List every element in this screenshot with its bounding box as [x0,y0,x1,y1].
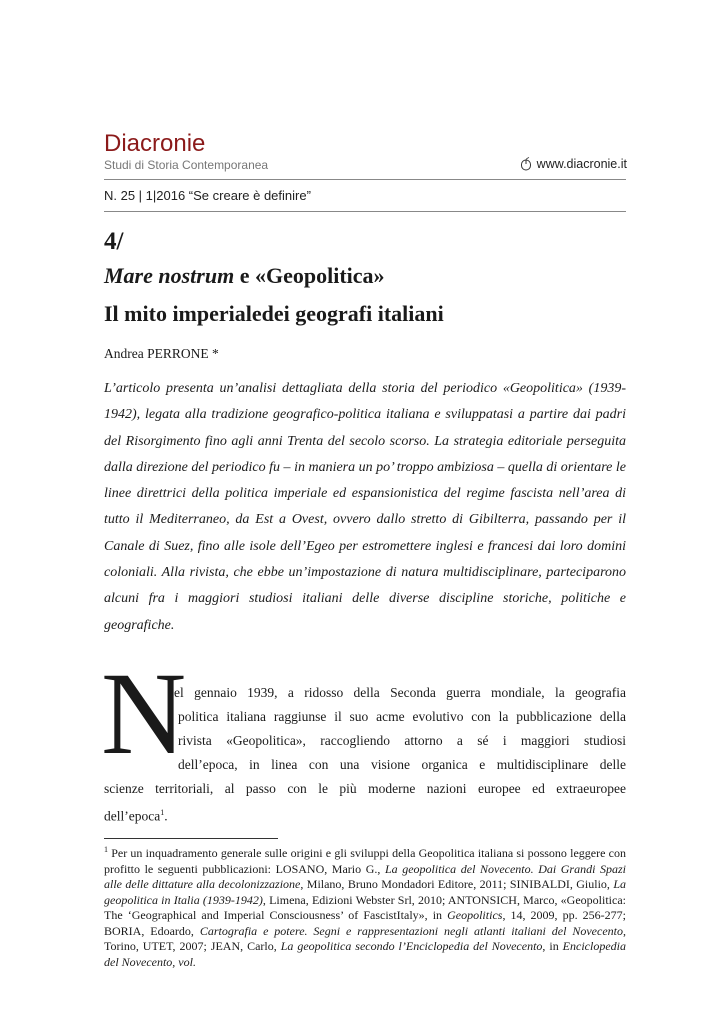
footnote-segment: Geopolitics [447,908,503,922]
author-name: Andrea PERRONE * [104,346,219,361]
footnote [104,842,626,970]
body-line: scienze territoriali, al passo con le più moderne nazioni europee ed extraeuropee [104,781,626,796]
footnote-reference[interactable]: 1 [160,808,165,817]
abstract: L’articolo presenta un’analisi dettagliata della storia del periodico «Geopolitica» (1939-1942), legata alla tradizione geografico-politica italiana e sviluppatasi a partire dai padri del Risorgimento fino agli anni Trenta del secolo scorso. La strategia editoriale perseguita dalla direzione del periodico fu – in maniera un po’ troppo ambiziosa – quella di orientare le linee direttrici della politica imperiale ed espansionistica del regime fascista nell’area di tutto il Mediterraneo, da Est a Ovest, ovvero dallo stretto di Gibilterra, passando per il Canale di Suez, fino alle isole dell’Egeo per estromettere inglesi e francesi dai loro domini coloniali. Alla rivista, che ebbe un’impostazione di natura multidisciplinare, parteciparono alcuni fra i maggiori studiosi italiani delle diverse discipline storiche, politiche e geografiche. [104,381,626,633]
journal-subtitle: Studi di Storia Contemporanea [104,158,269,172]
drop-cap: N [101,648,187,779]
body-line: dell’epoca, in linea con una visione organica e multidisciplinare delle [178,757,626,772]
footnote-segment: , Torino, UTET, 2007; JEAN, Carlo, [104,923,626,953]
footnote-divider [104,838,278,839]
footnote-segment: , Limena, Edizioni Webster Srl, 2010; ANTONSICH, Marco, «Geopolitica: The ‘Geographical and Imperial Consciousness’ of FascistItaly», in [104,892,626,922]
issue-info: N. 25 | 1|2016 “Se creare è definire” [104,188,311,203]
body-line: politica italiana raggiunse il suo acme evolutivo con la pubblicazione della [178,709,626,724]
footnote-segment: , in [542,939,563,953]
issue-divider [104,211,626,212]
article-title-line2: Il mito imperialedei geografi italiani [104,301,444,326]
article-title-line1 [104,263,385,289]
website-link[interactable] [520,157,627,171]
footnote-segment: La geopolitica secondo l’Enciclopedia del Novecento [280,939,543,953]
website-url[interactable]: www.diacronie.it [536,157,627,171]
body-line-text: dell’epoca [104,808,161,824]
header-divider [104,179,626,180]
footnote-segment: , Milano, Bruno Mondadori Editore, 2011; SINIBALDI, Giulio, [300,877,614,891]
footnote-segment: Cartografia e potere. Segni e rappresentazioni negli atlanti italiani del Novecento [199,923,623,938]
footnote-segment: La geopolitica in Italia (1939-1942) [104,877,626,907]
footnote-segment: , 14, 2009, pp. 256-277; BORIA, Edoardo, [104,908,626,938]
footnote-segment: La geopolitica del Novecento. Dai Grandi Spazi alle delle dittature alla decolonizzazione [104,861,627,891]
title-italic-part: Mare nostrum [104,263,235,288]
footnote-mark: 1 [104,845,108,854]
mouse-icon [520,157,532,171]
article-number: 4/ [104,228,124,255]
body-line: el gennaio 1939, a ridosso della Seconda guerra mondiale, la geografia [174,685,626,700]
journal-title: Diacronie [104,130,206,157]
title-rest: e «Geopolitica» [234,263,385,288]
body-line-last: dell’epoca$^1$. [104,808,168,824]
footnote-segment: Per un inquadramento generale sulle origini e gli sviluppi della Geopolitica italiana si possono leggere con profitto le seguenti pubblicazioni: LOSANO, Mario G., [104,846,626,876]
footnote-segment: Enciclopedia del Novecento, vol. [104,939,626,969]
body-line: rivista «Geopolitica», raccogliendo attorno a sé i maggiori studiosi [178,733,626,748]
